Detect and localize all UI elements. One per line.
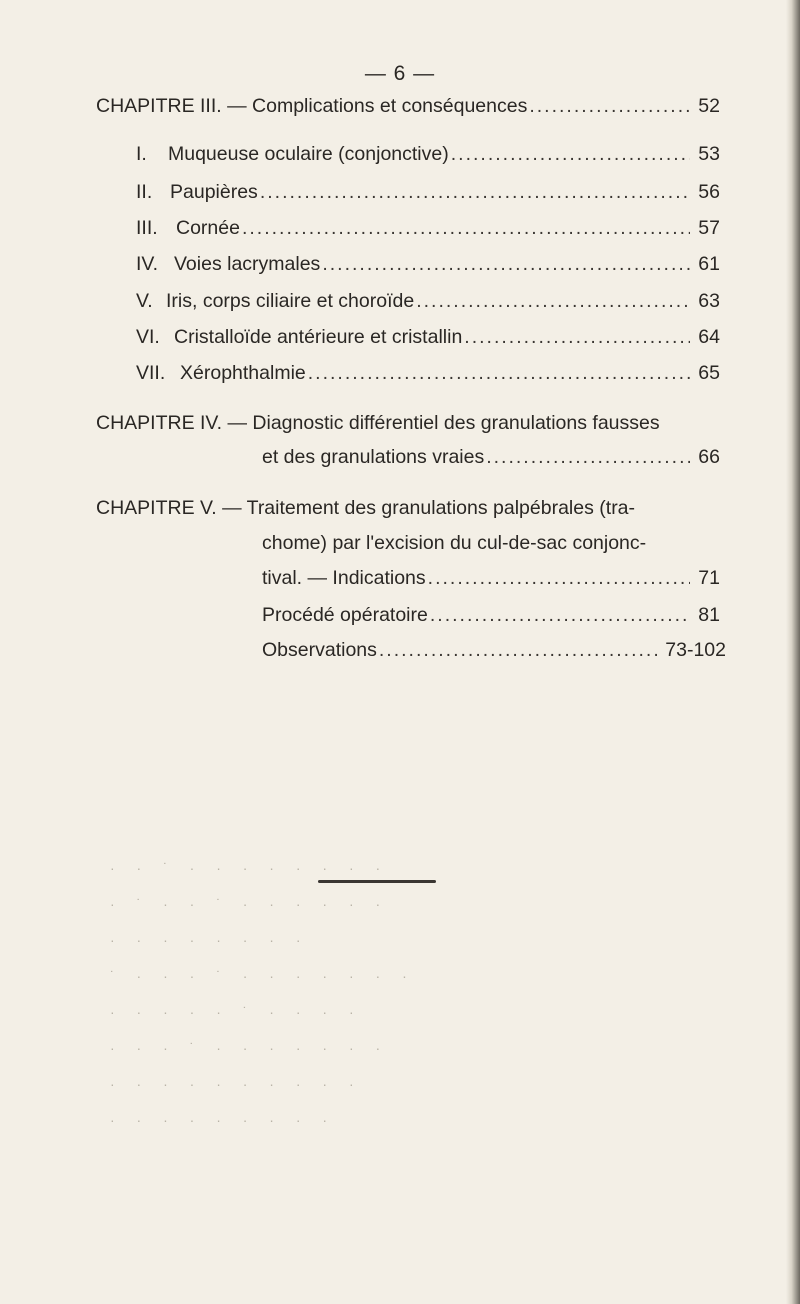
toc-entry-title: et des granulations vraies bbox=[262, 446, 485, 468]
toc-entry-chapter-5-line-3 bbox=[262, 566, 720, 590]
toc-item-number: VI. bbox=[136, 326, 160, 348]
toc-page-number: 65 bbox=[698, 362, 720, 384]
toc-page-number: 81 bbox=[698, 604, 720, 626]
bleed-through-specks: · · ˙ · · · · · · · · · ˙ · · ˙ · · · · · · · · · · · · · · ˙ · · · ˙ · · · · · · · · · · · · ˙ · · · · · · · ˙ · · · · · · · · · · · · · · · · · · · · · · · · · · bbox=[110, 860, 416, 1128]
toc-page-number: 52 bbox=[698, 95, 720, 117]
dot-leader bbox=[529, 94, 690, 118]
toc-item bbox=[136, 142, 720, 166]
toc-item-title: Paupières bbox=[170, 181, 258, 203]
toc-entry-chapter-3 bbox=[96, 94, 720, 118]
toc-page-number: 56 bbox=[698, 181, 720, 203]
toc-item-title: Muqueuse oculaire (conjonctive) bbox=[168, 143, 449, 165]
dot-leader bbox=[430, 603, 690, 627]
dot-leader bbox=[451, 142, 690, 166]
toc-entry-title: Observations bbox=[262, 639, 377, 661]
dot-leader bbox=[308, 361, 690, 385]
page-edge-shadow bbox=[786, 0, 800, 1304]
toc-entry-chapter-5-line-2: chome) par l'excision du cul-de-sac conjonc- bbox=[262, 532, 647, 554]
dot-leader bbox=[486, 445, 690, 469]
toc-item bbox=[136, 216, 720, 240]
toc-item bbox=[136, 325, 720, 349]
toc-item-number: VII. bbox=[136, 362, 166, 384]
toc-item-number: V. bbox=[136, 290, 153, 312]
toc-item-number: I. bbox=[136, 143, 147, 165]
dot-leader bbox=[379, 638, 661, 662]
dot-leader bbox=[428, 566, 690, 590]
toc-item bbox=[136, 180, 720, 204]
toc-item-number: III. bbox=[136, 217, 158, 239]
dot-leader bbox=[322, 252, 690, 276]
toc-page-number: 71 bbox=[698, 567, 720, 589]
toc-entry-title: Procédé opératoire bbox=[262, 604, 428, 626]
toc-sub-entry bbox=[262, 603, 720, 627]
dot-leader bbox=[464, 325, 690, 349]
toc-item-title: Iris, corps ciliaire et choroïde bbox=[166, 290, 415, 312]
dot-leader bbox=[242, 216, 690, 240]
toc-item bbox=[136, 289, 720, 313]
toc-entry-chapter-4: CHAPITRE IV. — Diagnostic différentiel des granulations fausses bbox=[96, 412, 660, 434]
toc-page-number: 61 bbox=[698, 253, 720, 275]
dot-leader bbox=[416, 289, 690, 313]
toc-entry-title: tival. — Indications bbox=[262, 567, 426, 589]
toc-entry-chapter-4-continuation bbox=[262, 445, 720, 469]
toc-page-number: 57 bbox=[698, 217, 720, 239]
toc-page-number: 66 bbox=[698, 446, 720, 468]
toc-sub-entry bbox=[262, 638, 726, 662]
toc-item bbox=[136, 361, 720, 385]
toc-item-title: Voies lacrymales bbox=[174, 253, 321, 275]
toc-item-title: Cornée bbox=[176, 217, 240, 239]
toc-page-number: 64 bbox=[698, 326, 720, 348]
toc-item-number: IV. bbox=[136, 253, 159, 275]
page-folio: — 6 — bbox=[364, 62, 436, 85]
toc-item-title: Xérophthalmie bbox=[180, 362, 306, 384]
toc-page-number: 73-102 bbox=[665, 639, 726, 661]
toc-item-number: II. bbox=[136, 181, 153, 203]
dot-leader bbox=[260, 180, 690, 204]
toc-entry-chapter-5: CHAPITRE V. — Traitement des granulations palpébrales (tra- bbox=[96, 497, 636, 519]
toc-page-number: 53 bbox=[698, 143, 720, 165]
toc-item bbox=[136, 252, 720, 276]
toc-page-number: 63 bbox=[698, 290, 720, 312]
toc-entry-title: CHAPITRE III. — Complications et conséquences bbox=[96, 95, 528, 117]
toc-item-title: Cristalloïde antérieure et cristallin bbox=[174, 326, 463, 348]
